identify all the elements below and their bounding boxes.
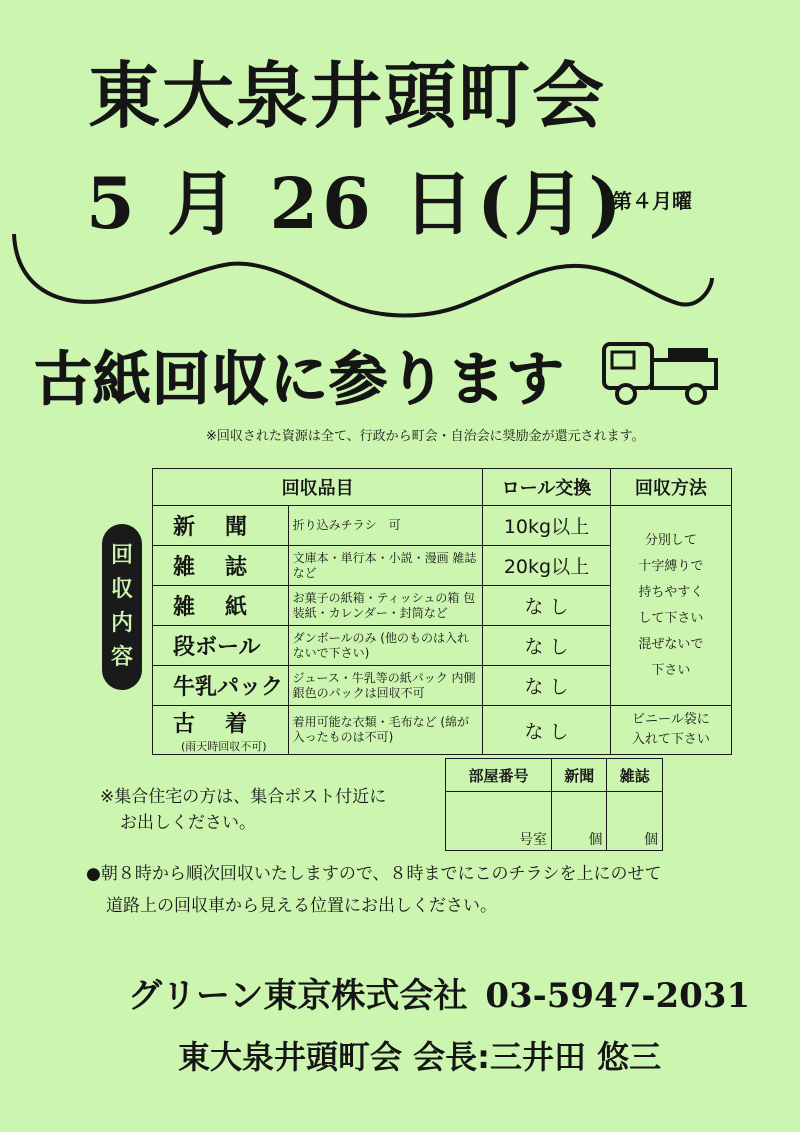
room-form-entry: [446, 792, 663, 851]
collection-time-note: [86, 858, 662, 922]
method-line: 下さい: [651, 662, 691, 678]
method-line: 十字縛りで: [638, 558, 704, 574]
chairman-line: 東大泉井頭町会 会長:三井田 悠三: [178, 1038, 662, 1076]
item-name: 牛乳パック: [153, 666, 289, 706]
table-header-row: [153, 469, 732, 506]
item-desc: ダンボールのみ (他のものは入れないで下さい): [288, 626, 483, 666]
method-line: 混ぜないで: [638, 636, 704, 652]
company-line: [128, 968, 750, 1017]
method-line: 分別して: [644, 532, 697, 548]
headline: 古紙回収に参ります: [34, 345, 566, 413]
item-name: 新聞: [153, 506, 289, 546]
apartment-note-line: ※集合住宅の方は、集合ポスト付近に: [100, 787, 387, 807]
method-clothes: [610, 706, 731, 755]
subsidy-note: ※回収された資源は全て、行政から町会・自治会に奨励金が還元されます。: [206, 429, 645, 444]
wave-decoration: [0, 228, 800, 338]
company-name: グリーン東京株式会社: [128, 976, 468, 1016]
item-desc: 文庫本・単行本・小説・漫画 雑誌など: [288, 546, 483, 586]
method-line: ビニール袋に: [631, 712, 710, 727]
roll-exchange: な し: [483, 706, 610, 755]
room-form-header: [446, 759, 663, 792]
collection-date: 5 月 26 日(月): [86, 162, 626, 245]
roll-exchange: な し: [483, 586, 610, 626]
org-title: 東大泉井頭町会: [88, 54, 607, 138]
item-desc: 着用可能な衣類・毛布など (綿が入ったものは不可): [288, 706, 483, 755]
header-roll: ロール交換: [483, 469, 610, 506]
method-line: して下さい: [638, 610, 704, 626]
method-line: 持ちやすく: [638, 584, 704, 600]
table-row: [153, 506, 732, 546]
collection-content-label: [102, 524, 142, 690]
item-name: 古着: [173, 711, 278, 737]
week-note: 第４月曜: [612, 189, 692, 213]
item-desc: 折り込みチラシ 可: [288, 506, 483, 546]
room-header: 雑誌: [607, 759, 663, 792]
item-name-cell: [153, 706, 289, 755]
roll-exchange: 20kg以上: [483, 546, 610, 586]
bullet-note-line: ●朝８時から順次回収いたしますので、８時までにこのチラシを上にのせて: [86, 864, 662, 884]
item-desc: ジュース・牛乳等の紙パック 内側銀色のパックは回収不可: [288, 666, 483, 706]
company-phone: 03-5947-2031: [485, 976, 751, 1016]
table-row: [153, 706, 732, 755]
roll-exchange: 10kg以上: [483, 506, 610, 546]
header-item: 回収品目: [153, 469, 483, 506]
item-name-sub: (雨天時回収不可): [181, 739, 267, 753]
item-name: 雑紙: [153, 586, 289, 626]
method-line: 入れて下さい: [631, 732, 710, 747]
item-desc: お菓子の紙箱・ティッシュの箱 包装紙・カレンダー・封筒など: [288, 586, 483, 626]
item-name: 雑誌: [153, 546, 289, 586]
collection-items-table: [152, 468, 732, 755]
roll-exchange: な し: [483, 666, 610, 706]
roll-exchange: な し: [483, 626, 610, 666]
side-char: 内: [110, 611, 133, 636]
bullet-note-line: 道路上の回収車から見える位置にお出しください。: [106, 896, 497, 916]
room-header: 部屋番号: [446, 759, 552, 792]
header-method: 回収方法: [610, 469, 731, 506]
side-char: 回: [110, 543, 133, 568]
room-header: 新聞: [551, 759, 607, 792]
magazine-count-field: 個: [607, 792, 663, 851]
side-char: 容: [110, 645, 133, 670]
room-number-field: 号室: [446, 792, 552, 851]
apartment-note-line: お出しください。: [120, 813, 256, 833]
side-char: 収: [110, 577, 133, 602]
method-paper: [610, 506, 731, 706]
room-form: [445, 758, 663, 851]
item-name: 段ボール: [153, 626, 289, 666]
truck-icon: [598, 330, 720, 410]
newspaper-count-field: 個: [551, 792, 607, 851]
apartment-note: [100, 784, 386, 836]
